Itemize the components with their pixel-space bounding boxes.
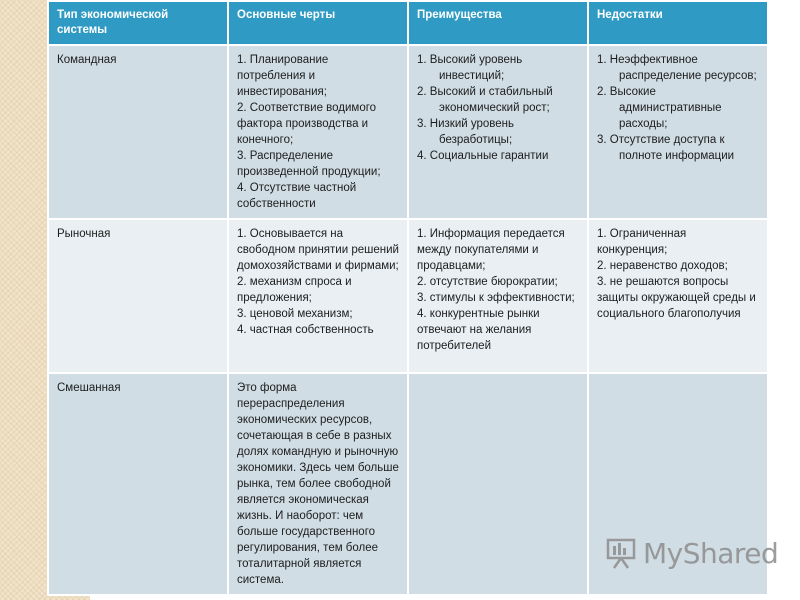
cell-advantages-empty [408,373,588,595]
list-item: 2. Высокий и стабильный экономический рост; [417,86,553,114]
list-item: 4. Социальные гарантии [417,150,549,162]
features-list [237,226,399,338]
list-item: 4. Отсутствие частной собственности [237,182,357,210]
cell-advantages [408,219,588,373]
cell-system-type: Смешанная [48,373,228,595]
disadvantages-list [597,52,759,164]
list-item: 1. Неэффективное распределение ресурсов; [597,54,757,82]
advantages-list [417,52,579,164]
list-item: 4. частная собственность [237,324,374,336]
table-header-row [48,1,768,45]
cell-advantages [408,45,588,219]
myshared-watermark [605,536,778,570]
economic-systems-table-container [47,0,769,596]
cell-features [228,219,408,373]
list-item: 3. стимулы к эффективности; [417,292,575,304]
list-item: 1. Ограниченная конкуренция; [597,228,687,256]
list-item: 1. Планирование потребления и инвестирования; [237,54,329,98]
list-item: 2. неравенство доходов; [597,260,728,272]
list-item: 2. механизм спроса и предложения; [237,276,352,304]
cell-system-type: Командная [48,45,228,219]
list-item: 4. конкурентные рынки отвечают на желания потребителей [417,308,540,352]
list-item: 3. ценовой механизм; [237,308,353,320]
cell-system-type: Рыночная [48,219,228,373]
list-item: 3. Распределение произведенной продукции; [237,150,381,178]
cell-disadvantages [588,45,768,219]
disadvantages-list [597,226,759,322]
header-features: Основные черты [228,1,408,45]
features-list [237,52,399,212]
list-item: 2. Высокие административные расходы; [597,86,722,130]
economic-systems-table [47,0,769,596]
presentation-board-icon [605,536,639,570]
list-item: 1. Основывается на свободном принятии решений домохозяйствами и фирмами; [237,228,399,272]
table-row [48,45,768,219]
advantages-list [417,226,579,354]
list-item: 1. Высокий уровень инвестиций; [417,54,523,82]
table-row [48,219,768,373]
list-item: 3. Низкий уровень безработицы; [417,118,514,146]
cell-features: Это форма перераспределения экономических ресурсов, сочетающая в себе в разных долях командную и рыночную экономики. Здесь чем больше рынка, тем более свободной является экономическая жизнь. И наоборот: чем больше государственного регулирования, тем более тоталитарной является система. [228,373,408,595]
header-disadvantages: Недостатки [588,1,768,45]
watermark-text: MyShared [643,536,779,570]
header-system-type: Тип экономической системы [48,1,228,45]
cell-features [228,45,408,219]
list-item: 3. не решаются вопросы защиты окружающей среды и социального благополучия [597,276,756,320]
list-item: 2. отсутствие бюрократии; [417,276,558,288]
cell-disadvantages [588,219,768,373]
list-item: 2. Соответствие водимого фактора производства и конечного; [237,102,377,146]
list-item: 1. Информация передается между покупателями и продавцами; [417,228,565,272]
header-advantages: Преимущества [408,1,588,45]
list-item: 3. Отсутствие доступа к полноте информации [597,134,735,162]
